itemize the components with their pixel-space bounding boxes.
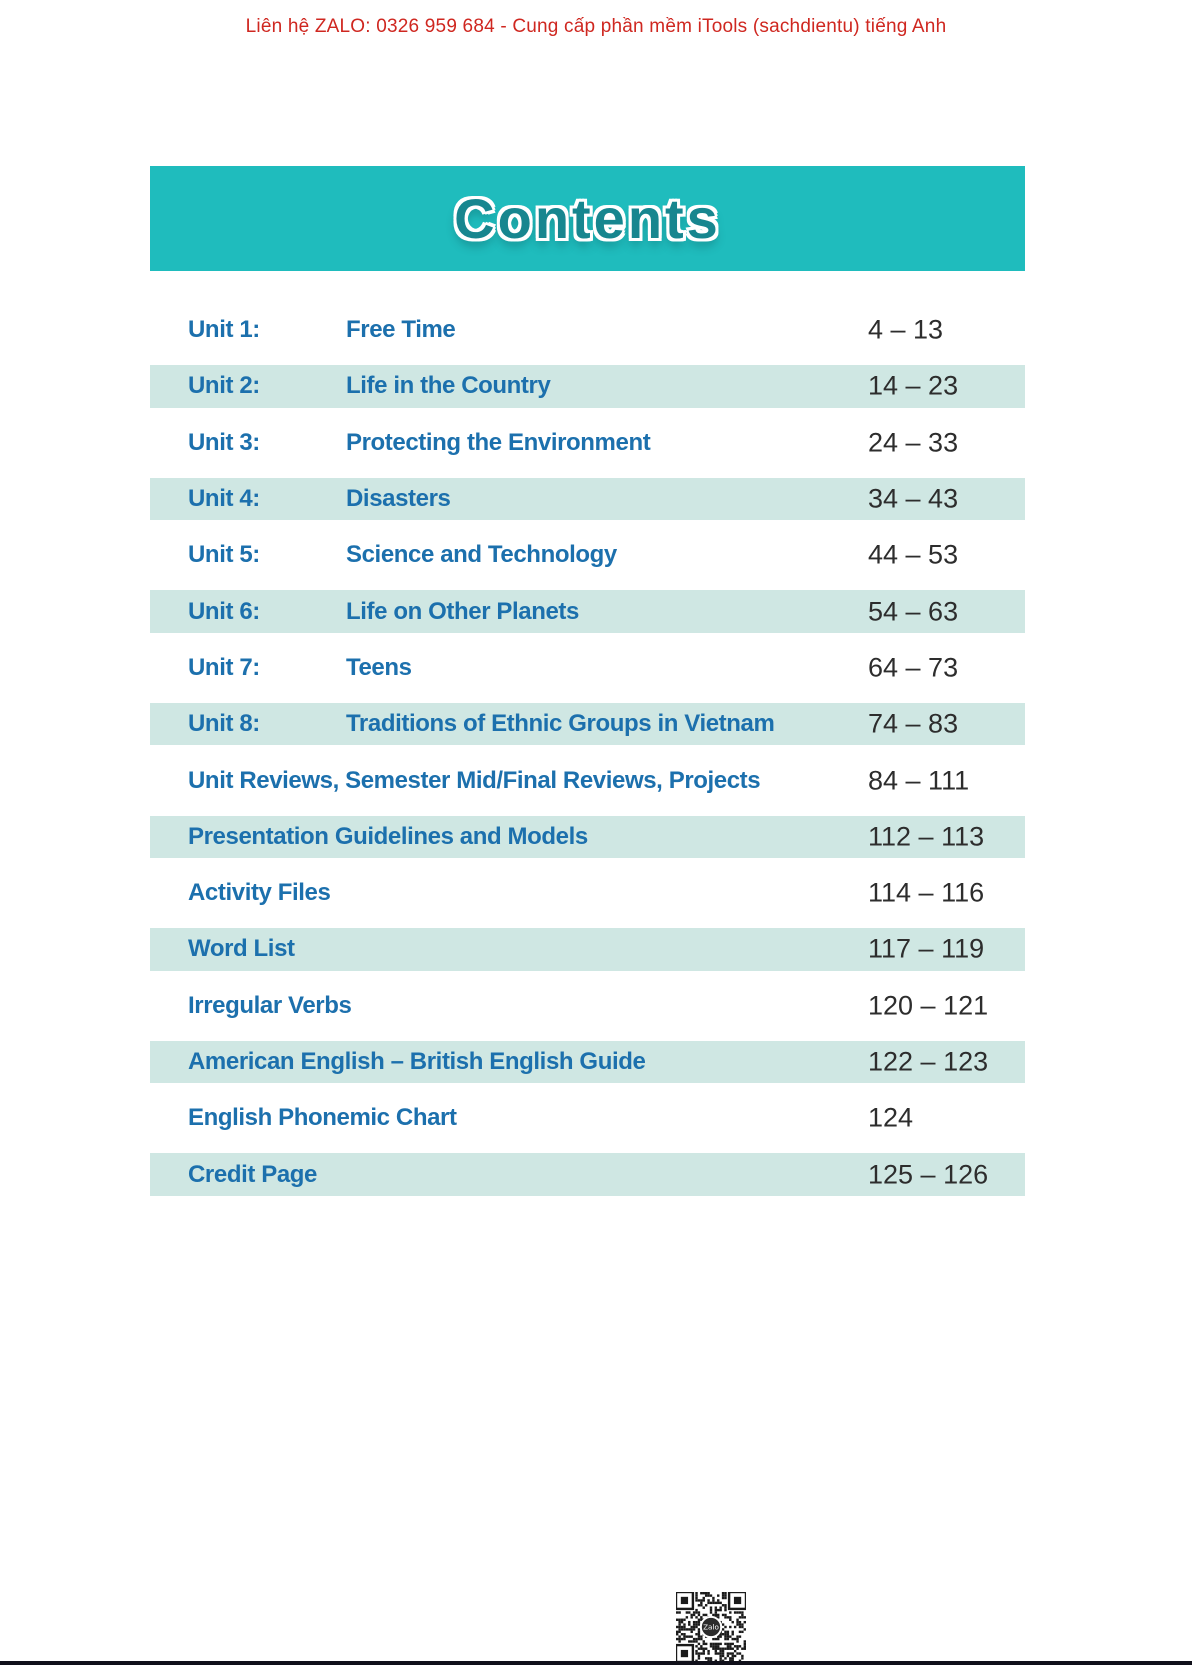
page-range: 112 – 113	[868, 821, 985, 852]
page-range: 64 – 73	[868, 652, 959, 683]
toc-row	[150, 809, 1025, 865]
toc-row	[150, 415, 1025, 471]
page-range: 4 – 13	[868, 314, 944, 345]
contents-banner	[150, 166, 1025, 271]
toc-row	[150, 640, 1025, 696]
entry-title: Science and Technology	[346, 541, 617, 569]
page-range: 44 – 53	[868, 539, 959, 570]
unit-label: Unit 4:	[188, 485, 260, 513]
page-range: 34 – 43	[868, 483, 959, 514]
entry-title: Credit Page	[188, 1160, 317, 1188]
entry-title: American English – British English Guide	[188, 1048, 646, 1075]
entry-title: Traditions of Ethnic Groups in Vietnam	[346, 710, 775, 738]
toc-row	[150, 527, 1025, 583]
entry-title: Activity Files	[188, 879, 331, 907]
entry-title: Unit Reviews, Semester Mid/Final Reviews, Projects	[188, 766, 761, 794]
toc-list	[150, 302, 1025, 1203]
unit-label: Unit 3:	[188, 428, 260, 456]
toc-row	[150, 302, 1025, 358]
page-range: 117 – 119	[868, 933, 985, 964]
page-range: 114 – 116	[868, 877, 985, 908]
bottom-edge-bar	[0, 1661, 1192, 1665]
entry-title: Irregular Verbs	[188, 991, 352, 1019]
page-range: 24 – 33	[868, 427, 959, 458]
entry-title: Word List	[188, 935, 295, 963]
qr-center-label: Zalo	[703, 1622, 719, 1632]
contents-title: Contents	[454, 187, 721, 250]
toc-row	[150, 1034, 1025, 1090]
toc-row	[150, 1090, 1025, 1146]
entry-title: Presentation Guidelines and Models	[188, 822, 588, 850]
watermark-note: Liên hệ ZALO: 0326 959 684 - Cung cấp phần mềm iTools (sachdientu) tiếng Anh	[245, 16, 947, 37]
toc-row	[150, 978, 1025, 1034]
entry-title: English Phonemic Chart	[188, 1104, 457, 1132]
toc-row	[150, 583, 1025, 639]
entry-title: Life on Other Planets	[346, 597, 579, 625]
toc-row	[150, 1146, 1025, 1202]
toc-row	[150, 752, 1025, 808]
unit-label: Unit 6:	[188, 597, 260, 625]
entry-title: Teens	[346, 653, 412, 681]
page-range: 84 – 111	[868, 765, 970, 796]
zalo-qr-code	[676, 1592, 746, 1662]
unit-label: Unit 5:	[188, 541, 260, 569]
toc-row	[150, 358, 1025, 414]
toc-row	[150, 471, 1025, 527]
page-range: 14 – 23	[868, 370, 959, 401]
entry-title: Protecting the Environment	[346, 428, 651, 456]
toc-row	[150, 921, 1025, 977]
unit-label: Unit 8:	[188, 710, 260, 738]
page-range: 74 – 83	[868, 708, 959, 739]
page-range: 122 – 123	[868, 1046, 989, 1077]
unit-label: Unit 1:	[188, 316, 260, 344]
page-range: 125 – 126	[868, 1159, 989, 1190]
unit-label: Unit 2:	[188, 372, 260, 400]
page-range: 124	[868, 1102, 914, 1133]
entry-title: Disasters	[346, 485, 451, 513]
entry-title: Free Time	[346, 316, 456, 344]
toc-row	[150, 865, 1025, 921]
unit-label: Unit 7:	[188, 653, 260, 681]
page-range: 120 – 121	[868, 990, 989, 1021]
toc-row	[150, 696, 1025, 752]
entry-title: Life in the Country	[346, 372, 551, 400]
page-range: 54 – 63	[868, 596, 959, 627]
